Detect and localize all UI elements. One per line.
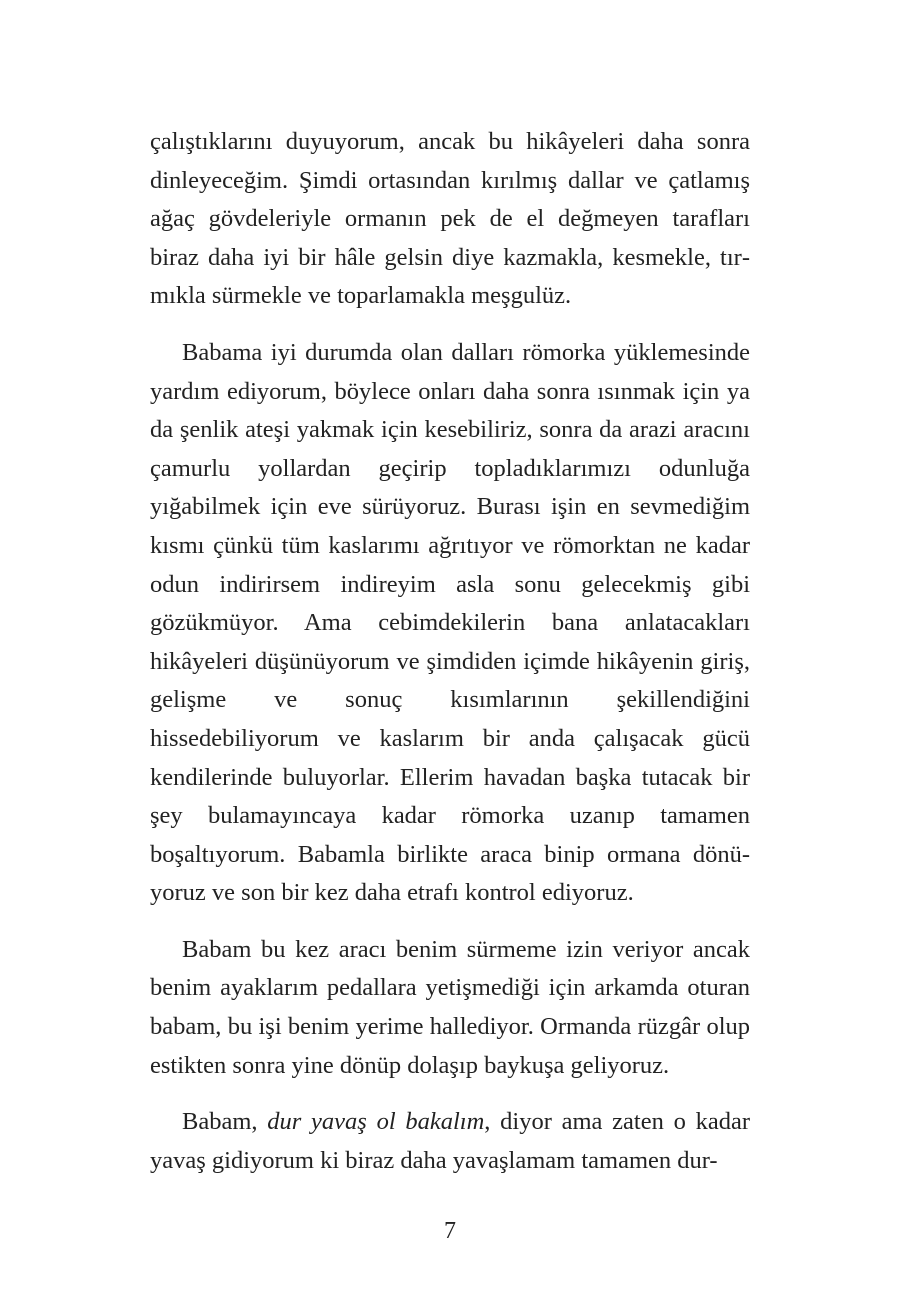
paragraph-3: Babam bu kez aracı benim sürmeme izin veriyor ancak benim ayaklarım pedallara yetişmediği için arkamda oturan babam, bu işi benim yerime hallediyor. Ormanda rüzgâr olup estikten sonra yine dönüp dolaşıp baykuşa geliyoruz. bbox=[150, 935, 750, 1079]
page-number: 7 bbox=[444, 1218, 456, 1244]
paragraph-4 bbox=[150, 1103, 750, 1180]
paragraph-4-rest: , diyor ama zaten o kadar yavaş gidiyorum ki biraz daha yavaşlamam tamamen dur- bbox=[150, 1108, 750, 1174]
paragraph-1: çalıştıklarını duyuyorum, ancak bu hikâyeleri daha sonra dinleyeceğim. Şimdi ortasından kırılmış dallar ve çatlamış ağaç gövdeleriyle ormanın pek de el değmeyen tarafları biraz daha iyi bir hâle gelsin diye kazmakla, kesmekle, tırmıkla sürmekle ve toparlamakla meşgulüz. bbox=[150, 128, 750, 310]
paragraph-4-italic-quote: dur yavaş ol bakalım bbox=[267, 1108, 485, 1136]
body-text bbox=[150, 123, 750, 1180]
paragraph-4-lead: Babam, bbox=[182, 1108, 268, 1136]
paragraph-2: Babama iyi durumda olan dalları römorka yüklemesinde yardım ediyorum, böylece onları daha sonra ısınmak için ya da şenlik ateşi yakmak için kesebiliriz, sonra da arazi aracını çamurlu yollardan geçirip topladıklarımızı odunluğa yığabilmek için eve sürüyoruz. Burası işin en sevmediğim kısmı çünkü tüm kaslarımı ağrıtıyor ve römorktan ne kadar odun indirirsem indireyim asla sonu gelecekmiş gibi gözükmüyor. Ama cebimdekilerin bana anlatacakları hikâyeleri düşünüyorum ve şimdiden içimde hikâyenin giriş, gelişme ve sonuç kısımlarının şekillendiğini hissedebiliyorum ve kaslarım bir anda çalışacak gücü kendilerinde buluyorlar. Ellerim havadan başka tutacak bir şey bulamayıncaya kadar römorka uzanıp tamamen boşaltıyorum. Babamla birlikte araca binip ormana dönüyoruz ve son bir kez daha etrafı kontrol ediyoruz. bbox=[150, 338, 750, 907]
